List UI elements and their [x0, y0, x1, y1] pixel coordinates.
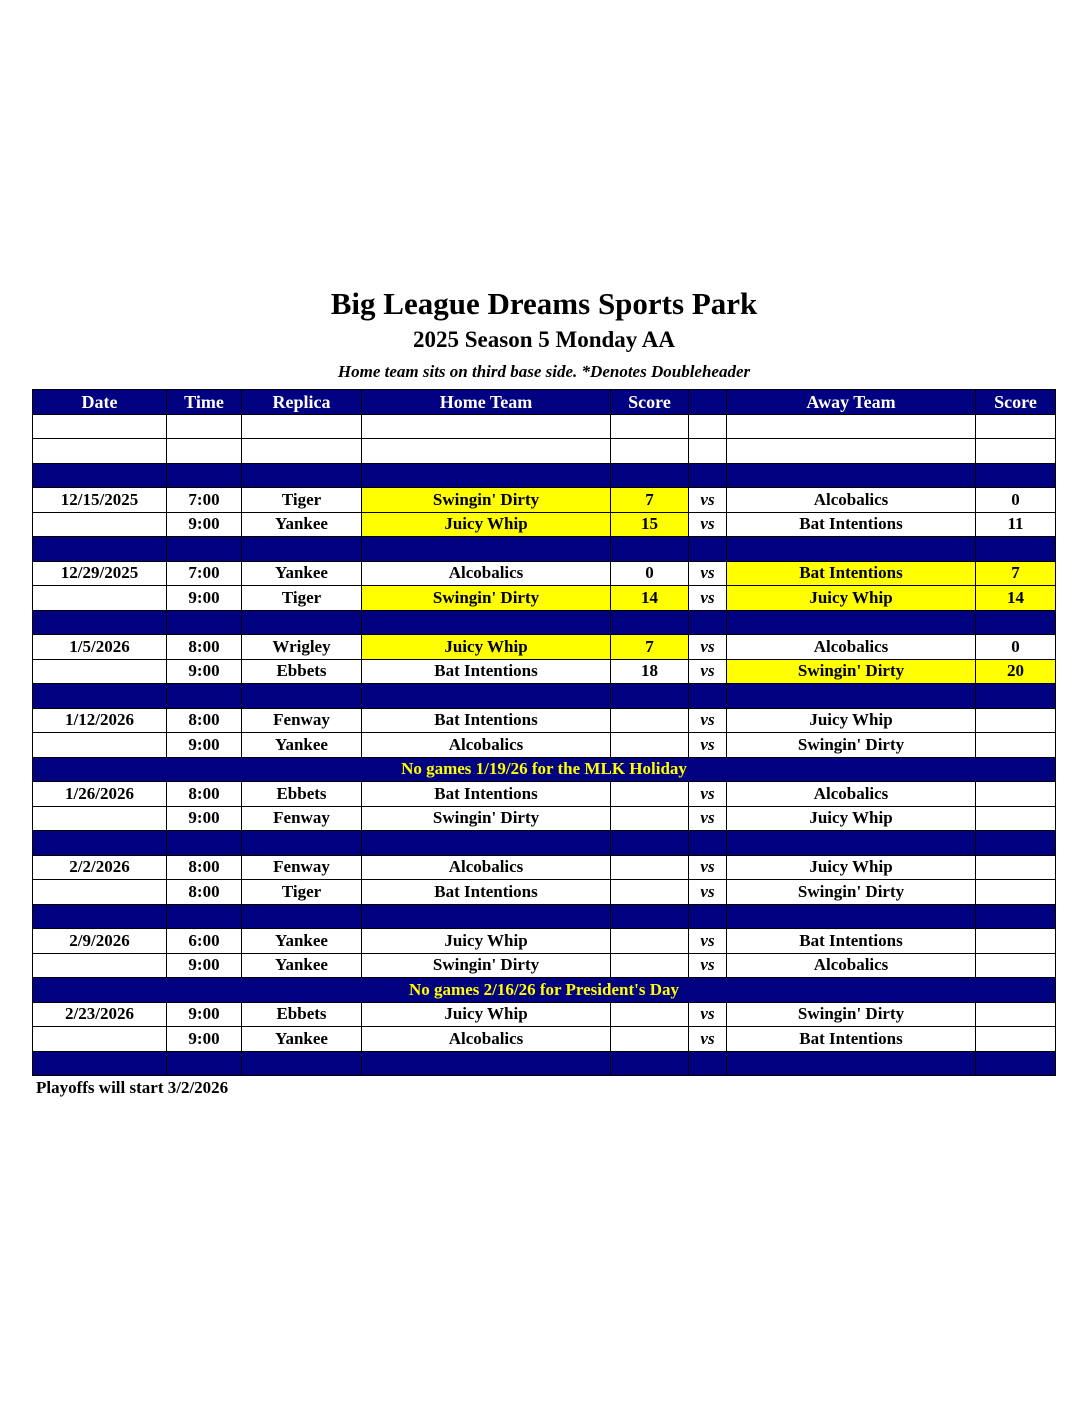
home-team-cell: Bat Intentions	[362, 659, 611, 684]
replica-cell: Yankee	[242, 953, 362, 978]
replica-cell: Fenway	[242, 806, 362, 831]
vs-cell: vs	[689, 512, 727, 537]
separator-row	[33, 904, 1056, 929]
replica-cell	[242, 414, 362, 439]
away-score-cell: 14	[976, 586, 1056, 611]
replica-cell: Wrigley	[242, 635, 362, 660]
away-score-cell	[976, 733, 1056, 758]
game-row	[33, 1027, 1056, 1052]
vs-cell: vs	[689, 929, 727, 954]
time-cell: 8:00	[167, 782, 242, 807]
vs-cell: vs	[689, 1002, 727, 1027]
game-row	[33, 929, 1056, 954]
time-cell	[167, 537, 242, 562]
away-team-cell	[727, 537, 976, 562]
replica-cell	[242, 537, 362, 562]
time-cell: 8:00	[167, 708, 242, 733]
vs-cell: vs	[689, 708, 727, 733]
home-score-cell: 18	[611, 659, 689, 684]
replica-cell	[242, 684, 362, 709]
home-score-cell: 14	[611, 586, 689, 611]
date-cell: 2/9/2026	[33, 929, 167, 954]
away-score-cell	[976, 708, 1056, 733]
away-team-cell: Alcobalics	[727, 635, 976, 660]
separator-row	[33, 537, 1056, 562]
time-cell: 9:00	[167, 512, 242, 537]
away-team-cell	[727, 414, 976, 439]
home-score-cell: 15	[611, 512, 689, 537]
away-team-cell: Alcobalics	[727, 488, 976, 513]
away-team-cell: Juicy Whip	[727, 708, 976, 733]
date-cell	[33, 806, 167, 831]
vs-cell: vs	[689, 953, 727, 978]
away-team-cell: Swingin' Dirty	[727, 733, 976, 758]
replica-cell: Yankee	[242, 929, 362, 954]
away-score-cell	[976, 439, 1056, 464]
date-cell: 1/12/2026	[33, 708, 167, 733]
home-team-cell	[362, 904, 611, 929]
home-team-cell: Alcobalics	[362, 733, 611, 758]
time-cell	[167, 610, 242, 635]
time-cell	[167, 684, 242, 709]
col-header-away-score: Score	[976, 390, 1056, 415]
vs-cell	[689, 684, 727, 709]
replica-cell: Fenway	[242, 708, 362, 733]
vs-cell: vs	[689, 635, 727, 660]
home-score-cell	[611, 953, 689, 978]
home-score-cell	[611, 708, 689, 733]
replica-cell: Ebbets	[242, 659, 362, 684]
game-row	[33, 659, 1056, 684]
time-cell: 9:00	[167, 1027, 242, 1052]
home-score-cell	[611, 414, 689, 439]
away-score-cell	[976, 953, 1056, 978]
col-header-replica: Replica	[242, 390, 362, 415]
time-cell: 6:00	[167, 929, 242, 954]
away-team-cell: Bat Intentions	[727, 512, 976, 537]
home-team-cell: Juicy Whip	[362, 512, 611, 537]
away-score-cell	[976, 463, 1056, 488]
home-score-cell	[611, 880, 689, 905]
separator-row	[33, 1051, 1056, 1076]
home-team-cell: Juicy Whip	[362, 635, 611, 660]
home-team-cell: Swingin' Dirty	[362, 953, 611, 978]
home-team-cell	[362, 1051, 611, 1076]
time-cell	[167, 414, 242, 439]
vs-cell	[689, 831, 727, 856]
replica-cell	[242, 831, 362, 856]
date-cell	[33, 880, 167, 905]
away-team-cell: Swingin' Dirty	[727, 880, 976, 905]
away-team-cell	[727, 904, 976, 929]
replica-cell: Yankee	[242, 1027, 362, 1052]
date-cell	[33, 512, 167, 537]
away-team-cell	[727, 684, 976, 709]
home-team-cell: Bat Intentions	[362, 880, 611, 905]
replica-cell	[242, 1051, 362, 1076]
home-score-cell	[611, 537, 689, 562]
time-cell	[167, 1051, 242, 1076]
home-team-cell: Alcobalics	[362, 855, 611, 880]
home-team-cell: Alcobalics	[362, 1027, 611, 1052]
away-score-cell: 7	[976, 561, 1056, 586]
away-score-cell	[976, 929, 1056, 954]
game-row	[33, 488, 1056, 513]
replica-cell: Yankee	[242, 733, 362, 758]
home-score-cell	[611, 855, 689, 880]
away-team-cell: Swingin' Dirty	[727, 1002, 976, 1027]
away-score-cell	[976, 880, 1056, 905]
replica-cell: Fenway	[242, 855, 362, 880]
time-cell	[167, 904, 242, 929]
home-team-cell	[362, 684, 611, 709]
away-team-cell: Bat Intentions	[727, 1027, 976, 1052]
date-cell: 12/15/2025	[33, 488, 167, 513]
date-cell	[33, 733, 167, 758]
game-row	[33, 1002, 1056, 1027]
replica-cell	[242, 439, 362, 464]
replica-cell: Ebbets	[242, 782, 362, 807]
away-score-cell	[976, 806, 1056, 831]
home-team-cell	[362, 610, 611, 635]
away-team-cell	[727, 610, 976, 635]
time-cell	[167, 463, 242, 488]
home-team-cell	[362, 831, 611, 856]
replica-cell: Tiger	[242, 586, 362, 611]
home-score-cell	[611, 684, 689, 709]
home-score-cell: 7	[611, 635, 689, 660]
home-score-cell	[611, 806, 689, 831]
footer-note: Playoffs will start 3/2/2026	[36, 1078, 229, 1097]
vs-cell: vs	[689, 586, 727, 611]
replica-cell	[242, 904, 362, 929]
away-score-cell	[976, 684, 1056, 709]
replica-cell: Tiger	[242, 880, 362, 905]
separator-row	[33, 610, 1056, 635]
home-team-cell: Bat Intentions	[362, 782, 611, 807]
page-subtitle: 2025 Season 5 Monday AA	[413, 327, 675, 352]
col-header-vs	[689, 390, 727, 415]
vs-cell: vs	[689, 561, 727, 586]
vs-cell: vs	[689, 880, 727, 905]
away-score-cell	[976, 1027, 1056, 1052]
away-team-cell	[727, 831, 976, 856]
vs-cell: vs	[689, 488, 727, 513]
replica-cell: Tiger	[242, 488, 362, 513]
holiday-note-row	[33, 978, 1056, 1003]
away-score-cell	[976, 537, 1056, 562]
home-score-cell	[611, 782, 689, 807]
away-team-cell: Juicy Whip	[727, 806, 976, 831]
time-cell	[167, 831, 242, 856]
date-cell	[33, 684, 167, 709]
game-row	[33, 953, 1056, 978]
vs-cell: vs	[689, 782, 727, 807]
page-title: Big League Dreams Sports Park	[330, 286, 758, 321]
date-cell	[33, 610, 167, 635]
home-score-cell	[611, 904, 689, 929]
time-cell: 9:00	[167, 806, 242, 831]
separator-row	[33, 463, 1056, 488]
col-header-home-team: Home Team	[362, 390, 611, 415]
date-cell	[33, 904, 167, 929]
home-team-cell: Juicy Whip	[362, 929, 611, 954]
date-cell	[33, 659, 167, 684]
home-team-cell: Bat Intentions	[362, 708, 611, 733]
date-cell	[33, 953, 167, 978]
game-row	[33, 782, 1056, 807]
date-cell: 2/23/2026	[33, 1002, 167, 1027]
vs-cell	[689, 414, 727, 439]
away-score-cell	[976, 1051, 1056, 1076]
away-team-cell: Swingin' Dirty	[727, 659, 976, 684]
date-cell	[33, 439, 167, 464]
away-team-cell: Alcobalics	[727, 953, 976, 978]
date-cell: 1/26/2026	[33, 782, 167, 807]
home-score-cell	[611, 439, 689, 464]
away-score-cell	[976, 782, 1056, 807]
home-team-cell	[362, 463, 611, 488]
col-header-away-team: Away Team	[727, 390, 976, 415]
home-score-cell	[611, 1051, 689, 1076]
date-cell	[33, 1027, 167, 1052]
date-cell	[33, 831, 167, 856]
home-score-cell	[611, 463, 689, 488]
game-row	[33, 586, 1056, 611]
vs-cell	[689, 904, 727, 929]
blank-row	[33, 439, 1056, 464]
away-score-cell: 0	[976, 488, 1056, 513]
home-score-cell	[611, 610, 689, 635]
time-cell: 8:00	[167, 855, 242, 880]
replica-cell: Yankee	[242, 512, 362, 537]
home-team-cell	[362, 439, 611, 464]
away-score-cell	[976, 831, 1056, 856]
away-score-cell	[976, 855, 1056, 880]
home-score-cell: 0	[611, 561, 689, 586]
away-team-cell: Juicy Whip	[727, 855, 976, 880]
blank-row	[33, 414, 1056, 439]
home-team-cell: Juicy Whip	[362, 1002, 611, 1027]
date-cell	[33, 414, 167, 439]
home-score-cell	[611, 733, 689, 758]
replica-cell	[242, 463, 362, 488]
game-row	[33, 733, 1056, 758]
away-score-cell: 20	[976, 659, 1056, 684]
vs-cell: vs	[689, 806, 727, 831]
away-team-cell: Alcobalics	[727, 782, 976, 807]
away-team-cell	[727, 439, 976, 464]
col-header-time: Time	[167, 390, 242, 415]
col-header-home-score: Score	[611, 390, 689, 415]
header-row	[33, 390, 1056, 415]
holiday-note: No games 2/16/26 for President's Day	[33, 978, 1056, 1003]
header-note: Home team sits on third base side. *Denotes Doubleheader	[337, 362, 751, 381]
replica-cell: Yankee	[242, 561, 362, 586]
game-row	[33, 561, 1056, 586]
vs-cell: vs	[689, 659, 727, 684]
time-cell: 9:00	[167, 659, 242, 684]
date-cell: 2/2/2026	[33, 855, 167, 880]
vs-cell	[689, 463, 727, 488]
home-score-cell	[611, 1027, 689, 1052]
time-cell: 9:00	[167, 733, 242, 758]
col-header-date: Date	[33, 390, 167, 415]
separator-row	[33, 831, 1056, 856]
away-score-cell	[976, 1002, 1056, 1027]
separator-row	[33, 684, 1056, 709]
home-team-cell	[362, 537, 611, 562]
away-team-cell: Bat Intentions	[727, 561, 976, 586]
vs-cell	[689, 610, 727, 635]
away-score-cell: 11	[976, 512, 1056, 537]
holiday-note-row	[33, 757, 1056, 782]
vs-cell: vs	[689, 1027, 727, 1052]
date-cell	[33, 1051, 167, 1076]
away-score-cell	[976, 904, 1056, 929]
game-row	[33, 635, 1056, 660]
away-score-cell: 0	[976, 635, 1056, 660]
away-score-cell	[976, 610, 1056, 635]
away-team-cell	[727, 1051, 976, 1076]
replica-cell: Ebbets	[242, 1002, 362, 1027]
away-score-cell	[976, 414, 1056, 439]
home-team-cell: Alcobalics	[362, 561, 611, 586]
away-team-cell	[727, 463, 976, 488]
time-cell	[167, 439, 242, 464]
home-score-cell: 7	[611, 488, 689, 513]
date-cell	[33, 586, 167, 611]
away-team-cell: Juicy Whip	[727, 586, 976, 611]
holiday-note: No games 1/19/26 for the MLK Holiday	[33, 757, 1056, 782]
vs-cell: vs	[689, 733, 727, 758]
time-cell: 9:00	[167, 953, 242, 978]
schedule-table	[32, 389, 1056, 1076]
time-cell: 8:00	[167, 880, 242, 905]
vs-cell	[689, 1051, 727, 1076]
game-row	[33, 708, 1056, 733]
home-score-cell	[611, 831, 689, 856]
vs-cell	[689, 439, 727, 464]
date-cell: 1/5/2026	[33, 635, 167, 660]
game-row	[33, 806, 1056, 831]
date-cell: 12/29/2025	[33, 561, 167, 586]
away-team-cell: Bat Intentions	[727, 929, 976, 954]
time-cell: 7:00	[167, 488, 242, 513]
game-row	[33, 855, 1056, 880]
home-team-cell	[362, 414, 611, 439]
time-cell: 7:00	[167, 561, 242, 586]
date-cell	[33, 537, 167, 562]
home-team-cell: Swingin' Dirty	[362, 586, 611, 611]
vs-cell	[689, 537, 727, 562]
date-cell	[33, 463, 167, 488]
home-score-cell	[611, 929, 689, 954]
replica-cell	[242, 610, 362, 635]
time-cell: 9:00	[167, 586, 242, 611]
game-row	[33, 880, 1056, 905]
home-score-cell	[611, 1002, 689, 1027]
time-cell: 8:00	[167, 635, 242, 660]
home-team-cell: Swingin' Dirty	[362, 488, 611, 513]
time-cell: 9:00	[167, 1002, 242, 1027]
schedule-body	[33, 414, 1056, 1076]
vs-cell: vs	[689, 855, 727, 880]
game-row	[33, 512, 1056, 537]
home-team-cell: Swingin' Dirty	[362, 806, 611, 831]
